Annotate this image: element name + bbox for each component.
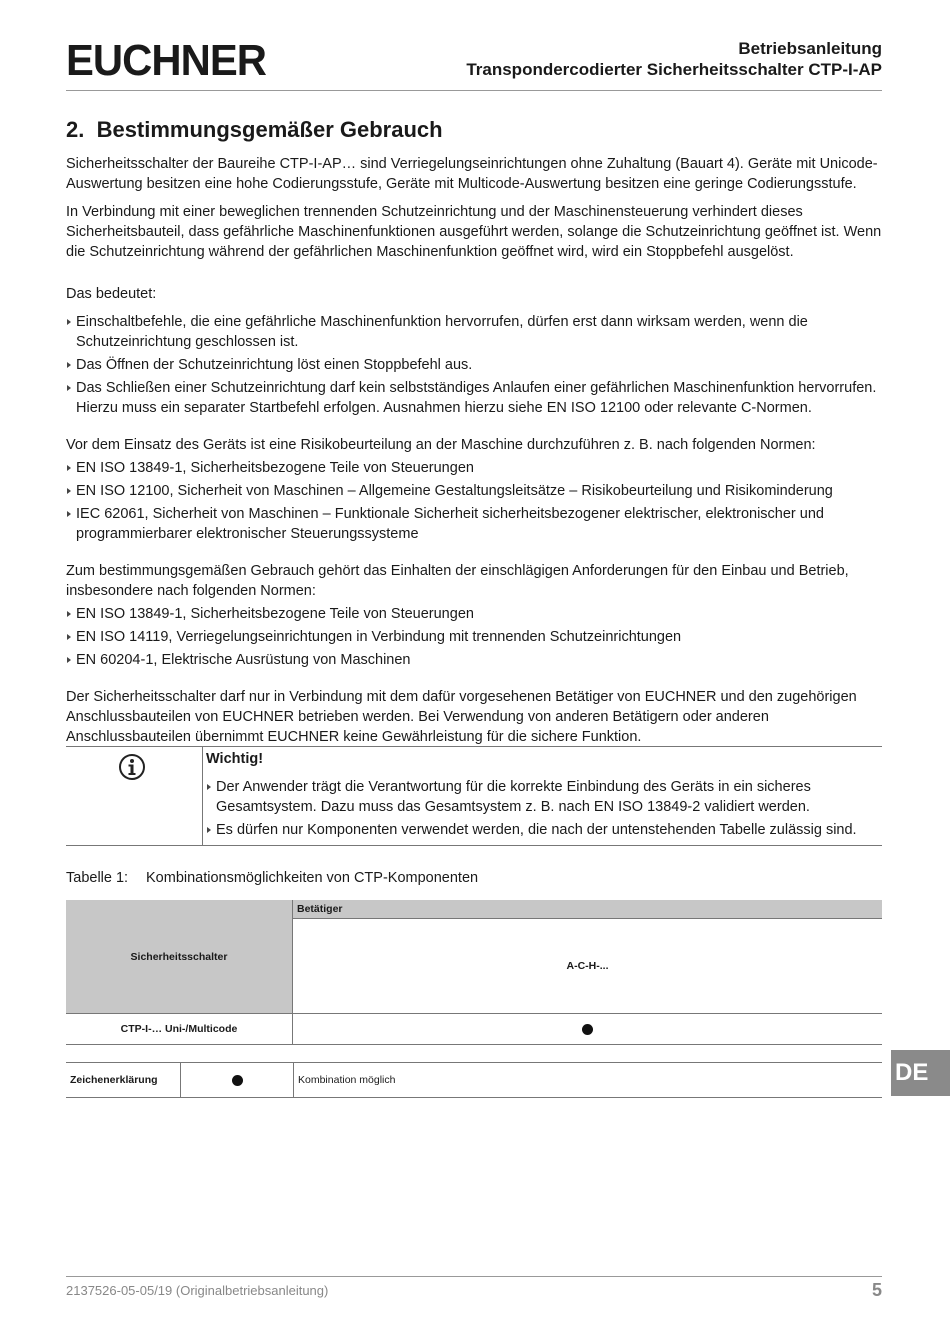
- paragraph-4: Vor dem Einsatz des Geräts ist eine Risikobeurteilung an der Maschine durchzuführen z. B. nach folgenden Normen:: [66, 437, 816, 453]
- header-divider: [66, 90, 882, 91]
- list-item: Einschaltbefehle, die eine gefährliche Maschinenfunktion hervorrufen, dürfen erst dann wirksam werden, wenn die Schutzeinrichtung geschlossen ist.: [66, 312, 882, 352]
- list-item: IEC 62061, Sicherheit von Maschinen – Funktionale Sicherheit sicherheitsbezogener elektrischer, elektronischer und programmierbarer elektronischer Steuerungssysteme: [66, 504, 882, 544]
- main-content: [66, 116, 882, 755]
- footer-divider: [66, 1276, 882, 1277]
- table-row: [66, 1014, 882, 1045]
- table-caption-text: Kombinationsmöglichkeiten von CTP-Komponenten: [146, 870, 479, 886]
- section-heading: 2. Bestimmungsgemäßer Gebrauch: [66, 117, 443, 142]
- legend-table: [66, 1062, 882, 1098]
- list-item: EN ISO 12100, Sicherheit von Maschinen – Allgemeine Gestaltungsleitsätze – Risikobeurteilung und Risikominderung: [66, 481, 882, 501]
- list-item: EN 60204-1, Elektrische Ausrüstung von Maschinen: [66, 650, 882, 670]
- document-header: [466, 38, 882, 80]
- paragraph-1: Sicherheitsschalter der Baureihe CTP-I-AP… sind Verriegelungseinrichtungen ohne Zuhaltung (Bauart 4). Geräte mit Unicode-Auswertung besitzen eine hohe Codierungsstufe, Geräte mit Multicode-Auswertung besitzen eine geringe Codierungsstufe.: [66, 156, 878, 192]
- footer-doc-id: 2137526-05-05/19 (Originalbetriebsanleitung): [66, 1283, 329, 1298]
- legend-label: Zeichenerklärung: [66, 1063, 181, 1098]
- notice-title: Wichtig!: [206, 751, 264, 767]
- list-item: EN ISO 13849-1, Sicherheitsbezogene Teile von Steuerungen: [66, 604, 882, 624]
- legend-text: Kombination möglich: [294, 1063, 883, 1098]
- important-notice: [66, 746, 882, 846]
- combination-cell: [293, 1014, 883, 1045]
- notice-list: [206, 777, 882, 840]
- language-tab: DE: [891, 1050, 950, 1096]
- paragraph-3: Das bedeutet:: [66, 286, 157, 302]
- table-caption-number: Tabelle 1:: [66, 870, 129, 886]
- list-item: Es dürfen nur Komponenten verwendet werden, die nach der untenstehenden Tabelle zulässig sind.: [206, 820, 882, 840]
- header-actuator: A-C-H-...: [293, 919, 883, 1014]
- list-item: Der Anwender trägt die Verantwortung für die korrekte Einbindung des Geräts in ein sicheres Gesamtsystem. Dazu muss das Gesamtsystem z. B. nach EN ISO 13849-2 validiert werden.: [206, 777, 882, 817]
- paragraph-2: In Verbindung mit einer beweglichen trennenden Schutzeinrichtung und der Maschinensteuerung verhindert dieses Sicherheitsbauteil, dass gefährliche Maschinenfunktionen ausgeführt werden, solange die Schutzeinrichtung geöffnet ist. Wenn die Schutzeinrichtung während der gefährlichen Maschinenfunktion geöffnet wird, wird ein Stoppbefehl ausgelöst.: [66, 204, 882, 260]
- euchner-logo: EUCHNER: [66, 36, 267, 85]
- dot-icon: [232, 1075, 243, 1086]
- header-switch: Sicherheitsschalter: [66, 900, 293, 1014]
- header-actuator-group: Betätiger: [293, 900, 883, 919]
- header-title-line2: Transpondercodierter Sicherheitsschalter CTP-I-AP: [466, 60, 882, 79]
- notice-body: [206, 749, 882, 843]
- notice-icon-cell: [66, 747, 203, 845]
- list-item: EN ISO 14119, Verriegelungseinrichtungen in Verbindung mit trennenden Schutzeinrichtungen: [66, 627, 882, 647]
- list-item: Das Schließen einer Schutzeinrichtung darf kein selbstständiges Anlaufen einer gefährlichen Maschinenfunktion hervorrufen. Hierzu muss ein separater Startbefehl erfolgen. Ausnahmen hierzu siehe EN ISO 12100 oder relevante C-Normen.: [66, 378, 882, 418]
- table-caption: [66, 870, 478, 886]
- legend-symbol: [181, 1063, 294, 1098]
- switch-cell: CTP-I-… Uni-/Multicode: [66, 1014, 293, 1045]
- list-item: EN ISO 13849-1, Sicherheitsbezogene Teile von Steuerungen: [66, 458, 882, 478]
- page-number: 5: [871, 1280, 882, 1300]
- combination-table: [66, 900, 882, 1045]
- header-title-line1: Betriebsanleitung: [738, 39, 882, 58]
- consequences-list: [66, 312, 882, 418]
- info-icon: [118, 753, 146, 781]
- dot-icon: [582, 1024, 593, 1035]
- list-item: Das Öffnen der Schutzeinrichtung löst einen Stoppbefehl aus.: [66, 355, 882, 375]
- usage-standards-list: [66, 604, 882, 670]
- risk-standards-list: [66, 458, 882, 544]
- paragraph-6: Der Sicherheitsschalter darf nur in Verbindung mit dem dafür vorgesehenen Betätiger von EUCHNER und den zugehörigen Anschlussbauteilen von EUCHNER betrieben werden. Bei Verwendung von anderen Betätigern oder anderen Anschlussbauteilen übernimmt EUCHNER keine Gewährleistung für die sichere Funktion.: [66, 689, 857, 745]
- paragraph-5: Zum bestimmungsgemäßen Gebrauch gehört das Einhalten der einschlägigen Anforderungen für den Einbau und Betrieb, insbesondere nach folgenden Normen:: [66, 563, 849, 599]
